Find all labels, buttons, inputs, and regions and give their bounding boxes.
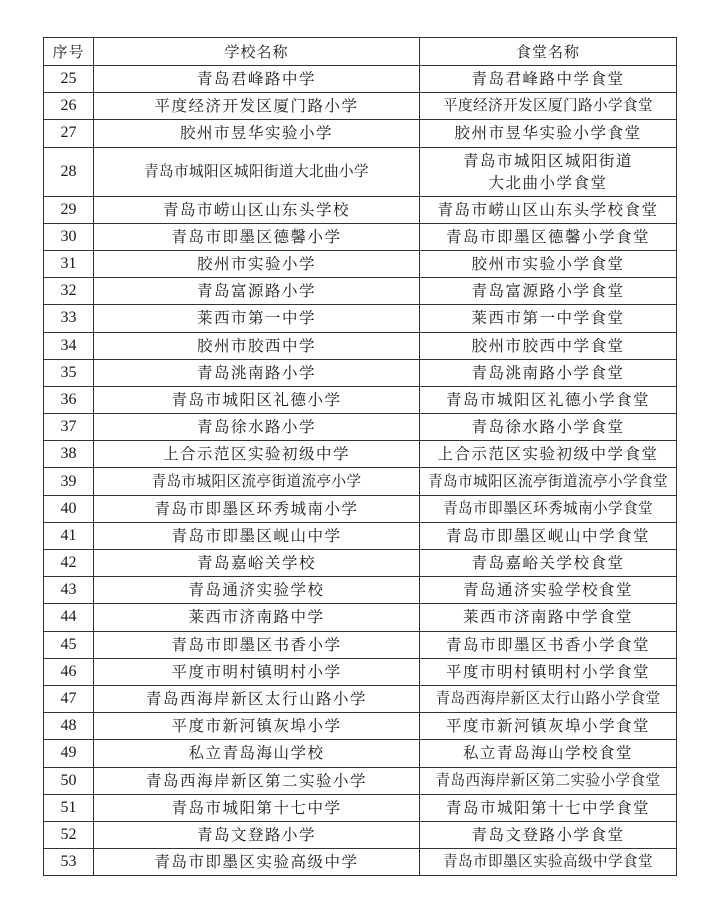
school-name: 平度经济开发区厦门路小学 — [94, 93, 420, 120]
canteen-name: 青岛西海岸新区第二实验小学食堂 — [420, 767, 677, 794]
table-row — [44, 577, 677, 604]
table-row — [44, 120, 677, 147]
canteen-name: 莱西市第一中学食堂 — [420, 305, 677, 332]
canteen-name: 青岛市城阳区礼德小学食堂 — [420, 386, 677, 413]
row-number: 44 — [44, 604, 94, 631]
table-row — [44, 223, 677, 250]
school-name: 青岛徐水路小学 — [94, 414, 420, 441]
table-row — [44, 550, 677, 577]
table-row — [44, 849, 677, 876]
table-body — [44, 66, 677, 876]
school-name: 青岛西海岸新区太行山路小学 — [94, 685, 420, 712]
table-row — [44, 468, 677, 495]
school-name: 平度市新河镇灰埠小学 — [94, 713, 420, 740]
school-name: 青岛市即墨区实验高级中学 — [94, 849, 420, 876]
row-number: 27 — [44, 120, 94, 147]
header-canteen-name: 食堂名称 — [420, 38, 677, 66]
table-row — [44, 332, 677, 359]
canteen-name: 私立青岛海山学校食堂 — [420, 740, 677, 767]
canteen-name — [420, 147, 677, 196]
canteen-name: 青岛市即墨区岘山中学食堂 — [420, 522, 677, 549]
canteen-name: 青岛市即墨区书香小学食堂 — [420, 631, 677, 658]
canteen-name: 胶州市昱华实验小学食堂 — [420, 120, 677, 147]
school-name: 青岛市城阳第十七中学 — [94, 794, 420, 821]
canteen-name: 青岛文登路小学食堂 — [420, 821, 677, 848]
row-number: 39 — [44, 468, 94, 495]
table-row — [44, 604, 677, 631]
table-row — [44, 147, 677, 196]
table-row — [44, 278, 677, 305]
table-row — [44, 414, 677, 441]
canteen-name: 上合示范区实验初级中学食堂 — [420, 441, 677, 468]
row-number: 42 — [44, 550, 94, 577]
canteen-name: 青岛市即墨区环秀城南小学食堂 — [420, 495, 677, 522]
school-name: 青岛嘉峪关学校 — [94, 550, 420, 577]
table-row — [44, 713, 677, 740]
school-name: 青岛市即墨区岘山中学 — [94, 522, 420, 549]
school-name: 青岛洮南路小学 — [94, 359, 420, 386]
row-number: 25 — [44, 66, 94, 93]
table-row — [44, 305, 677, 332]
school-name: 青岛君峰路中学 — [94, 66, 420, 93]
row-number: 40 — [44, 495, 94, 522]
school-name: 青岛市即墨区环秀城南小学 — [94, 495, 420, 522]
canteen-name-line-2: 大北曲小学食堂 — [488, 173, 608, 192]
school-name: 青岛通济实验学校 — [94, 577, 420, 604]
row-number: 49 — [44, 740, 94, 767]
school-name: 上合示范区实验初级中学 — [94, 441, 420, 468]
canteen-name: 青岛嘉峪关学校食堂 — [420, 550, 677, 577]
school-name: 莱西市第一中学 — [94, 305, 420, 332]
school-name: 胶州市昱华实验小学 — [94, 120, 420, 147]
school-name: 莱西市济南路中学 — [94, 604, 420, 631]
school-name: 青岛市城阳区流亭街道流亭小学 — [94, 468, 420, 495]
row-number: 47 — [44, 685, 94, 712]
row-number: 37 — [44, 414, 94, 441]
row-number: 34 — [44, 332, 94, 359]
table-row — [44, 66, 677, 93]
row-number: 52 — [44, 821, 94, 848]
table-row — [44, 740, 677, 767]
table-row — [44, 495, 677, 522]
canteen-name: 胶州市胶西中学食堂 — [420, 332, 677, 359]
school-name: 青岛市崂山区山东头学校 — [94, 196, 420, 223]
school-name: 青岛市城阳区城阳街道大北曲小学 — [94, 147, 420, 196]
canteen-name: 青岛市即墨区实验高级中学食堂 — [420, 849, 677, 876]
school-name: 青岛市即墨区德馨小学 — [94, 223, 420, 250]
school-name: 私立青岛海山学校 — [94, 740, 420, 767]
row-number: 32 — [44, 278, 94, 305]
row-number: 31 — [44, 250, 94, 277]
row-number: 41 — [44, 522, 94, 549]
row-number: 38 — [44, 441, 94, 468]
canteen-name: 青岛市崂山区山东头学校食堂 — [420, 196, 677, 223]
row-number: 53 — [44, 849, 94, 876]
table-row — [44, 794, 677, 821]
row-number: 33 — [44, 305, 94, 332]
table-row — [44, 821, 677, 848]
school-name: 青岛西海岸新区第二实验小学 — [94, 767, 420, 794]
row-number: 43 — [44, 577, 94, 604]
row-number: 35 — [44, 359, 94, 386]
canteen-name: 青岛君峰路中学食堂 — [420, 66, 677, 93]
table-row — [44, 250, 677, 277]
canteen-name: 莱西市济南路中学食堂 — [420, 604, 677, 631]
canteen-name: 青岛市城阳第十七中学食堂 — [420, 794, 677, 821]
canteen-name: 青岛通济实验学校食堂 — [420, 577, 677, 604]
canteen-name: 青岛西海岸新区太行山路小学食堂 — [420, 685, 677, 712]
table-row — [44, 441, 677, 468]
canteen-name: 青岛市城阳区流亭街道流亭小学食堂 — [420, 468, 677, 495]
row-number: 28 — [44, 147, 94, 196]
canteen-name: 青岛富源路小学食堂 — [420, 278, 677, 305]
table-row — [44, 522, 677, 549]
canteen-name: 青岛徐水路小学食堂 — [420, 414, 677, 441]
table-row — [44, 685, 677, 712]
school-name: 胶州市胶西中学 — [94, 332, 420, 359]
canteen-name: 青岛洮南路小学食堂 — [420, 359, 677, 386]
canteen-name: 平度市明村镇明村小学食堂 — [420, 658, 677, 685]
school-name: 青岛文登路小学 — [94, 821, 420, 848]
canteen-name: 平度经济开发区厦门路小学食堂 — [420, 93, 677, 120]
row-number: 50 — [44, 767, 94, 794]
canteen-name: 胶州市实验小学食堂 — [420, 250, 677, 277]
table-row — [44, 359, 677, 386]
row-number: 29 — [44, 196, 94, 223]
header-row — [44, 38, 677, 66]
school-name: 胶州市实验小学 — [94, 250, 420, 277]
table-row — [44, 631, 677, 658]
canteen-name-line-1: 青岛市城阳区城阳街道 — [462, 151, 633, 170]
table-row — [44, 767, 677, 794]
table-row — [44, 196, 677, 223]
row-number: 30 — [44, 223, 94, 250]
canteen-name: 平度市新河镇灰埠小学食堂 — [420, 713, 677, 740]
school-name: 平度市明村镇明村小学 — [94, 658, 420, 685]
table-row — [44, 658, 677, 685]
school-name: 青岛市城阳区礼德小学 — [94, 386, 420, 413]
table-header — [44, 38, 677, 66]
canteen-name: 青岛市即墨区德馨小学食堂 — [420, 223, 677, 250]
table-row — [44, 93, 677, 120]
header-serial-number: 序号 — [44, 38, 94, 66]
school-canteen-table — [43, 37, 677, 876]
row-number: 48 — [44, 713, 94, 740]
row-number: 45 — [44, 631, 94, 658]
row-number: 26 — [44, 93, 94, 120]
school-name: 青岛富源路小学 — [94, 278, 420, 305]
row-number: 51 — [44, 794, 94, 821]
row-number: 46 — [44, 658, 94, 685]
row-number: 36 — [44, 386, 94, 413]
header-school-name: 学校名称 — [94, 38, 420, 66]
table-row — [44, 386, 677, 413]
school-name: 青岛市即墨区书香小学 — [94, 631, 420, 658]
